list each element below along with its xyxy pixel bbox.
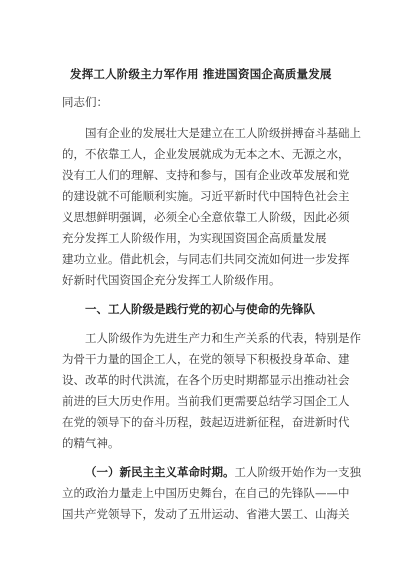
section-line: 工人阶级作为先进生产力和生产关系的代表，特别是作 (85, 331, 361, 345)
intro-line: 国有企业的发展壮大是建立在工人阶级拼搏奋斗基础上 (85, 126, 361, 140)
intro-line: 充分发挥工人阶级作用，为实现国资国企高质量发展 (62, 231, 327, 245)
intro-line: 没有工人们的理解、支持和参与，国有企业改革发展和党 (62, 168, 350, 182)
intro-line: 义思想鲜明强调，必须全心全意依靠工人阶级，因此必须 (62, 210, 350, 224)
section-line: 的精气神。 (62, 436, 120, 450)
salutation: 同志们： (62, 95, 108, 109)
section-line: 前进的巨大历史作用。当前我们更需要总结学习国企工人 (62, 394, 350, 408)
intro-line: 的，不依靠工人，企业发展就成为无本之木、无源之水， (62, 147, 350, 161)
subsection-line: 立的政治力量走上中国历史舞台，在自己的先锋队——中 (62, 486, 350, 500)
subsection-first-line (85, 465, 361, 479)
subsection-line: 国共产党领导下，发动了五卅运动、省港大罢工、山海关 (62, 507, 350, 521)
intro-line: 好新时代国资国企充分发挥工人阶级作用。 (62, 273, 281, 287)
intro-line: 建功立业。借此机会，与同志们共同交流如何进一步发挥 (62, 252, 350, 266)
section-line: 在党的领导下的奋斗历程，鼓起迈进新征程，奋进新时代 (62, 415, 350, 429)
section-heading: 一、工人阶级是践行党的初心与使命的先锋队 (85, 302, 315, 316)
subsection-text: 工人阶级开始作为一支独 (234, 465, 361, 479)
document-title: 发挥工人阶级主力军作用 推进国资国企高质量发展 (70, 67, 332, 81)
section-line: 设、改革的时代洪流，在各个历史时期都显示出推动社会 (62, 373, 350, 387)
section-line: 为骨干力量的国企工人，在党的领导下积极投身革命、建 (62, 352, 350, 366)
intro-line: 的建设就不可能顺利实施。习近平新时代中国特色社会主 (62, 189, 350, 203)
subsection-heading: （一）新民主主义革命时期。 (85, 465, 235, 479)
